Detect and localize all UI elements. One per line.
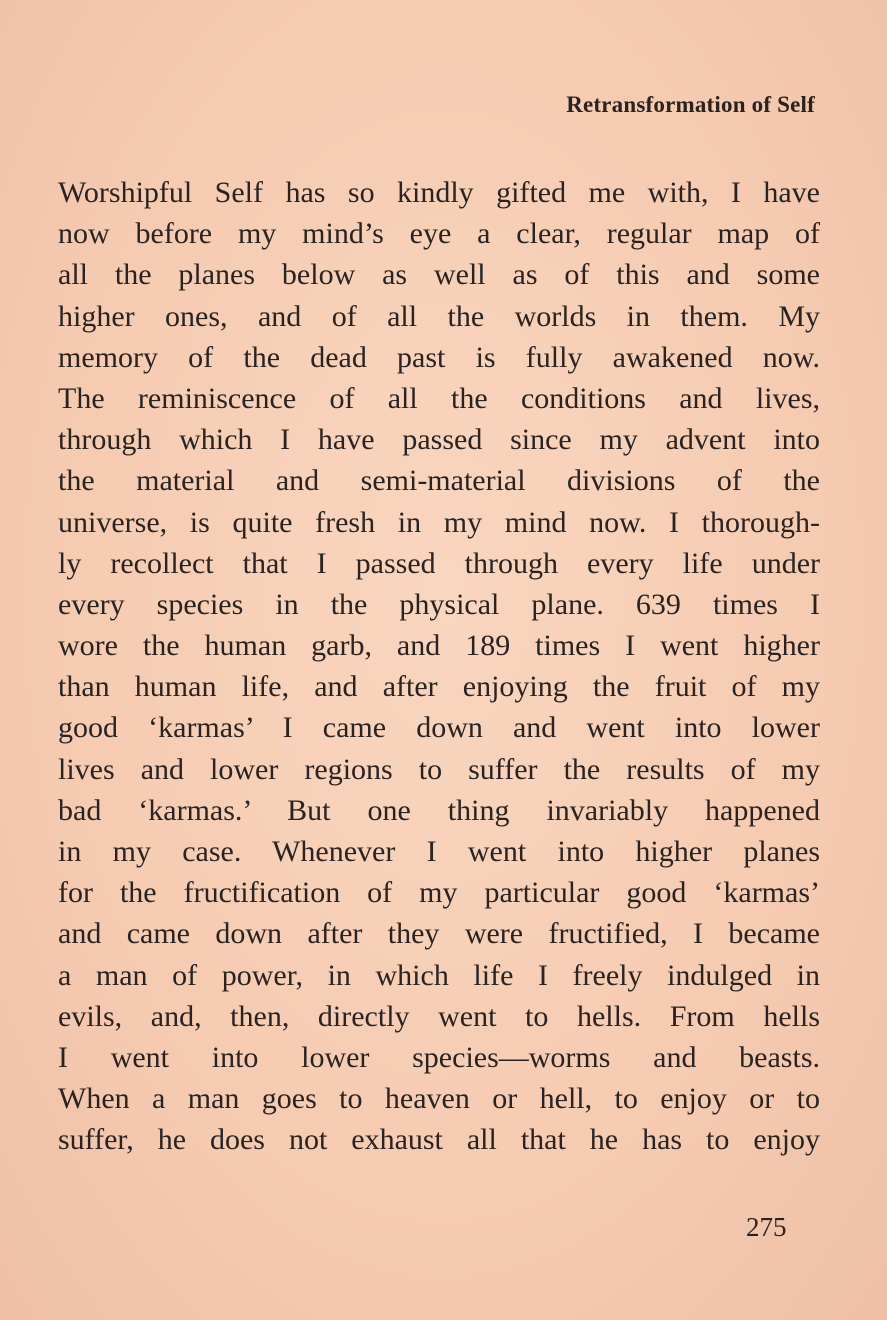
text-line: a man of power, in which life I freely indulged in — [58, 958, 820, 992]
text-line: in my case. Whenever I went into higher planes — [58, 835, 820, 868]
text-line: now before my mind’s eye a clear, regular map of — [58, 217, 820, 251]
text-line: than human life, and after enjoying the fruit of my — [58, 670, 820, 704]
text-line: lives and lower regions to suffer the results of my — [58, 752, 820, 786]
text-line: the material and semi-material divisions of the — [58, 464, 820, 498]
text-line: through which I have passed since my advent into — [58, 423, 820, 457]
text-line: ly recollect that I passed through every life under — [58, 546, 820, 580]
text-line: universe, is quite fresh in my mind now. I thorough- — [58, 505, 820, 539]
text-line: evils, and, then, directly went to hells. From hells — [58, 999, 820, 1033]
text-line: all the planes below as well as of this and some — [58, 258, 820, 292]
text-line: good ‘karmas’ I came down and went into lower — [58, 711, 820, 745]
text-line: bad ‘karmas.’ But one thing invariably happened — [58, 793, 820, 827]
text-line: and came down after they were fructified, I became — [58, 917, 820, 951]
text-line: Worshipful Self has so kindly gifted me with, I have — [58, 176, 820, 209]
text-line: for the fructification of my particular good ‘karmas’ — [58, 876, 820, 910]
text-line: wore the human garb, and 189 times I went higher — [58, 629, 820, 663]
page-number: 275 — [746, 1212, 787, 1242]
body-text — [58, 172, 820, 1161]
text-line: The reminiscence of all the conditions and lives, — [58, 381, 820, 415]
text-line: When a man goes to heaven or hell, to enjoy or to — [58, 1082, 820, 1116]
text-line: suffer, he does not exhaust all that he has to enjoy — [58, 1123, 820, 1157]
text-line: memory of the dead past is fully awakened now. — [58, 340, 820, 374]
text-line: I went into lower species—worms and beasts. — [58, 1040, 820, 1074]
running-head: Retransformation of Self — [566, 92, 815, 117]
text-line: higher ones, and of all the worlds in them. My — [58, 299, 820, 333]
text-line: every species in the physical plane. 639 times I — [58, 587, 820, 621]
